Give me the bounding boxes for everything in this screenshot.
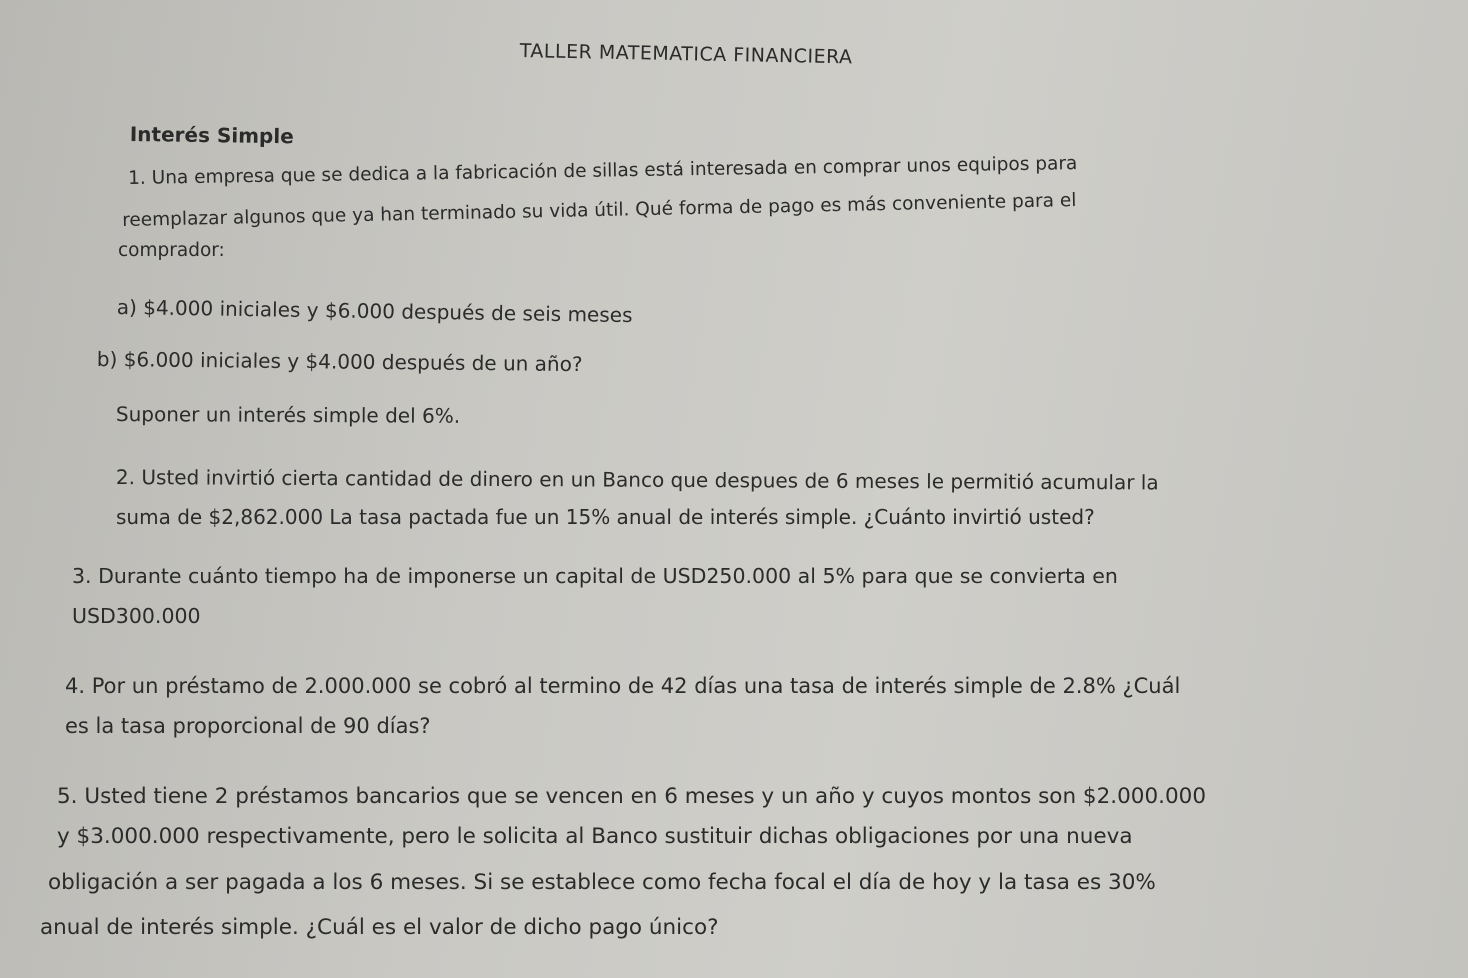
problem-1-option-b: b) $6.000 iniciales y $4.000 después de un año? [96, 347, 583, 377]
problem-5-line-3: obligación a ser pagada a los 6 meses. Si se establece como fecha focal el día de hoy y la tasa es 30% [48, 870, 1156, 895]
problem-1-line-2: reemplazar algunos que ya han terminado su vida útil. Qué forma de pago es más conveniente para el [122, 190, 1077, 231]
problem-1-line-3: comprador: [118, 240, 225, 261]
worksheet-title: TALLER MATEMATICA FINANCIERA [519, 40, 853, 69]
section-title: Interés Simple [129, 122, 294, 149]
problem-1-option-a: a) $4.000 iniciales y $6.000 después de seis meses [116, 295, 633, 328]
problem-5-line-1: 5. Usted tiene 2 préstamos bancarios que se vencen en 6 meses y un año y cuyos montos son $2.000.000 [57, 784, 1207, 809]
problem-2-line-1: 2. Usted invirtió cierta cantidad de dinero en un Banco que despues de 6 meses le permitió acumular la [115, 465, 1159, 495]
problem-4-line-2: es la tasa proporcional de 90 días? [65, 714, 431, 738]
problem-1-line-1: 1. Una empresa que se dedica a la fabricación de sillas está interesada en comprar unos equipos para [128, 153, 1078, 189]
problem-4-line-1: 4. Por un préstamo de 2.000.000 se cobró al termino de 42 días una tasa de interés simple de 2.8% ¿Cuál [65, 674, 1181, 698]
problem-2-line-2: suma de $2,862.000 La tasa pactada fue un 15% anual de interés simple. ¿Cuánto invirtió usted? [116, 505, 1095, 529]
problem-3-line-2: USD300.000 [72, 604, 201, 628]
problem-3-line-1: 3. Durante cuánto tiempo ha de imponerse un capital de USD250.000 al 5% para que se convierta en [72, 564, 1118, 588]
problem-5-line-2: y $3.000.000 respectivamente, pero le solicita al Banco sustituir dichas obligaciones por una nueva [57, 824, 1133, 849]
problem-5-line-4: anual de interés simple. ¿Cuál es el valor de dicho pago único? [40, 915, 719, 940]
problem-1-note: Suponer un interés simple del 6%. [115, 402, 461, 428]
